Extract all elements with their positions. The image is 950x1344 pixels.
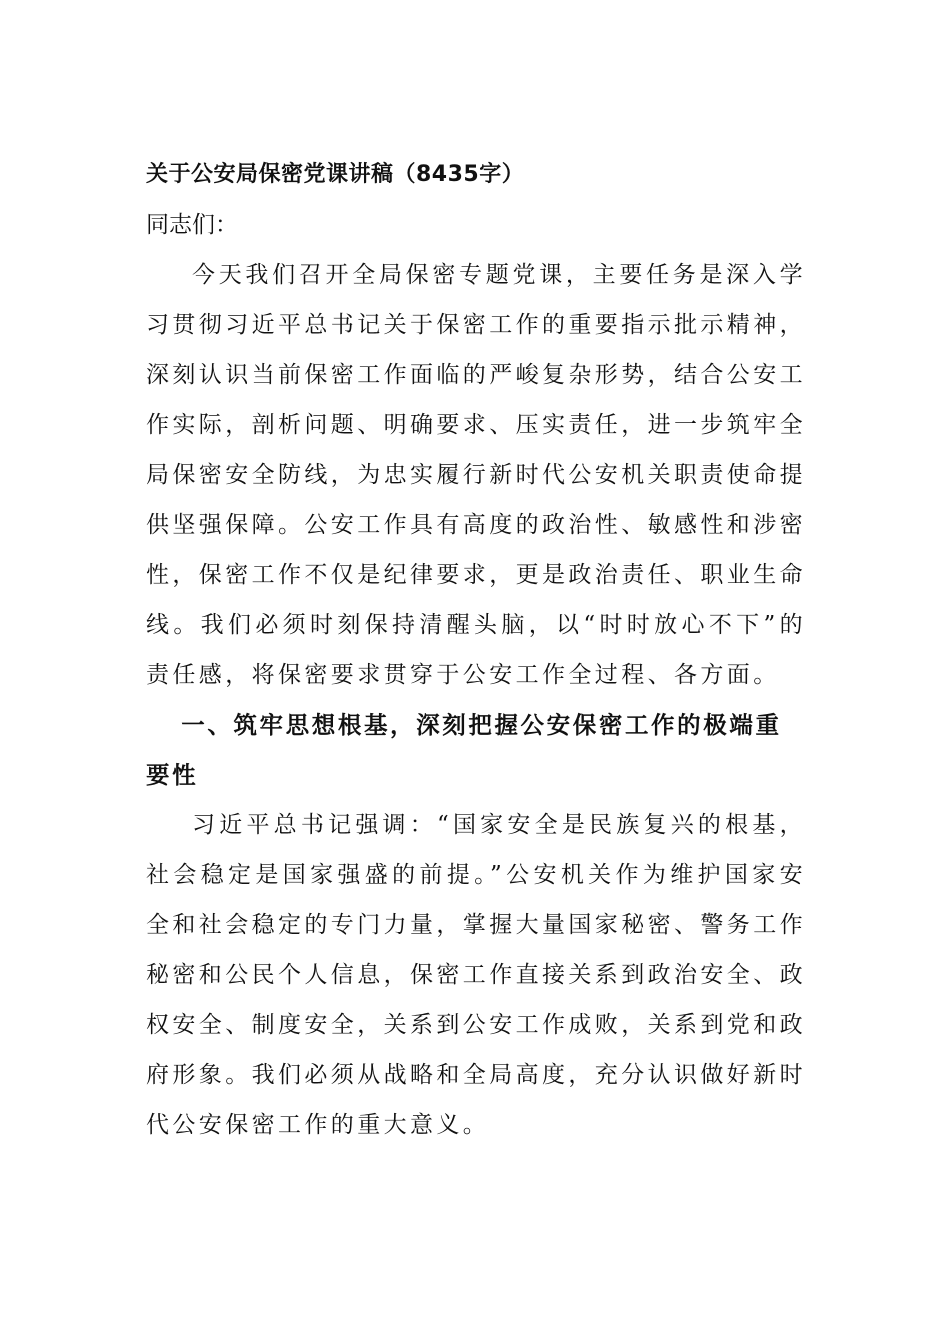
- document-title: 关于公安局保密党课讲稿（8435字）: [146, 162, 525, 187]
- section-heading: 一、筑牢思想根基，深刻把握公安保密工作的极端重要性: [146, 711, 782, 789]
- section-paragraph: 习近平总书记强调：“国家安全是民族复兴的根基，社会稳定是国家强盛的前提。”公安机关作为维护国家安全和社会稳定的专门力量，掌握大量国家秘密、警务工作秘密和公民个人信息，保密工作直接关系到政治安全、政权安全、制度安全，关系到公安工作成败，关系到党和政府形象。我们必须从战略和全局高度，充分认识做好新时代公安保密工作的重大意义。: [146, 812, 806, 1138]
- document-body: [146, 150, 806, 1150]
- intro-paragraph: 今天我们召开全局保密专题党课，主要任务是深入学习贯彻习近平总书记关于保密工作的重要指示批示精神，深刻认识当前保密工作面临的严峻复杂形势，结合公安工作实际，剖析问题、明确要求、压实责任，进一步筑牢全局保密安全防线，为忠实履行新时代公安机关职责使命提供坚强保障。公安工作具有高度的政治性、敏感性和涉密性，保密工作不仅是纪律要求，更是政治责任、职业生命线。我们必须时刻保持清醒头脑，以“时时放心不下”的责任感，将保密要求贯穿于公安工作全过程、各方面。: [146, 262, 806, 688]
- salutation: 同志们：: [146, 212, 238, 238]
